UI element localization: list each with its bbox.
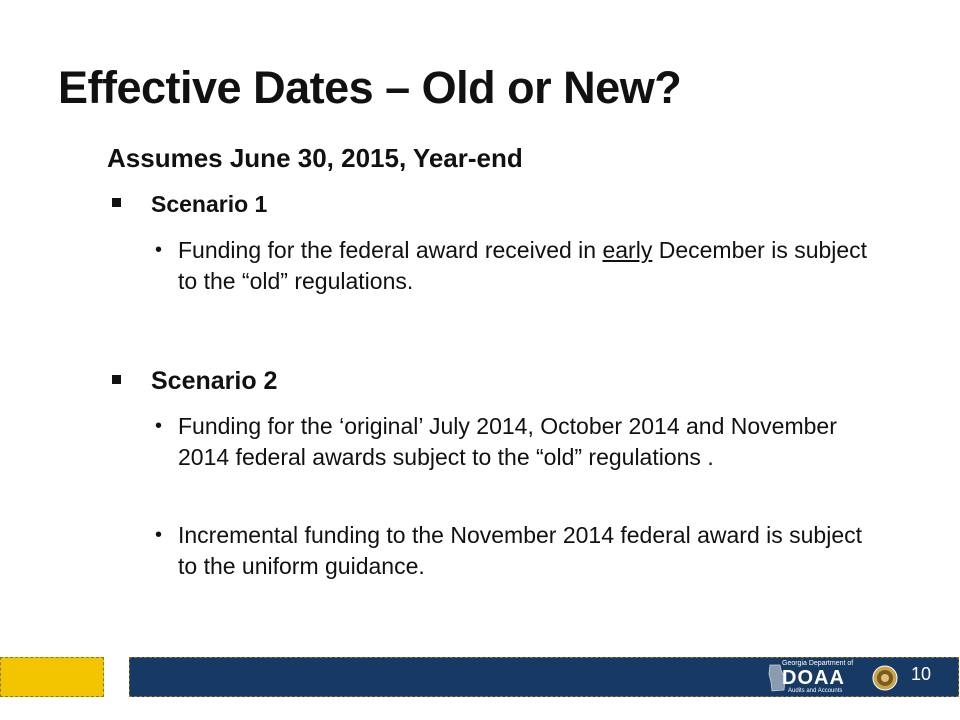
scenario-2-label: Scenario 2 <box>151 367 278 395</box>
logo-main-text: DOAA <box>782 667 845 689</box>
bullet-text: Funding for the federal award received in early December is subject to the “old” regulations. <box>178 237 868 294</box>
bullet-text: Funding for the ‘original’ July 2014, October 2014 and November 2014 federal awards subject to the “old” regulations . <box>178 413 837 470</box>
logo-sub-text: Audits and Accounts <box>788 688 843 694</box>
scenario-1-heading <box>112 191 267 218</box>
logo-top-text: Georgia Department of <box>782 660 854 667</box>
footer-yellow-block <box>0 657 104 697</box>
square-bullet-icon <box>112 375 121 384</box>
scenario-1-bullet-1 <box>155 235 885 297</box>
scenario-2-bullet-2 <box>155 520 885 582</box>
bullet-dot-icon: • <box>155 415 163 437</box>
scenario-2-heading <box>112 367 277 396</box>
slide-subtitle: Assumes June 30, 2015, Year-end <box>107 143 523 173</box>
square-bullet-icon <box>112 198 121 207</box>
slide-title: Effective Dates – Old or New? <box>58 62 682 113</box>
doaa-logo <box>768 660 906 696</box>
scenario-2-bullet-1 <box>155 411 885 473</box>
bullet-dot-icon: • <box>155 524 163 546</box>
scenario-1-label: Scenario 1 <box>151 191 268 217</box>
underlined-word: early <box>602 237 653 263</box>
bullet-text: Incremental funding to the November 2014 federal award is subject to the uniform guidance. <box>178 522 863 579</box>
bullet-dot-icon: • <box>155 239 163 261</box>
state-seal-icon <box>872 665 898 691</box>
page-number: 10 <box>910 664 932 684</box>
